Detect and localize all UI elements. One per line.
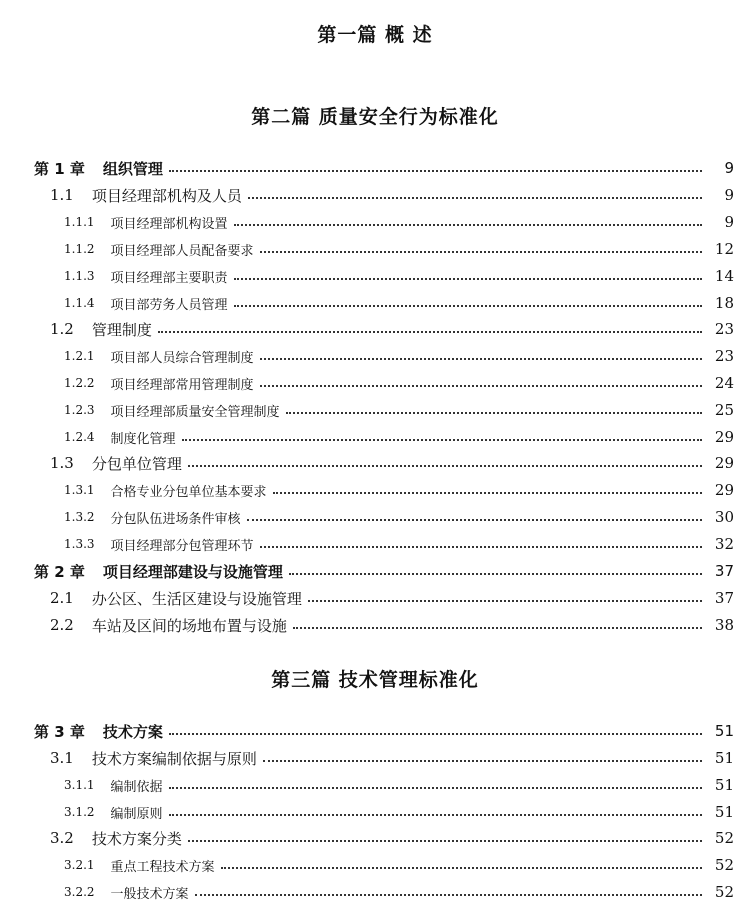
toc-entry[interactable] bbox=[0, 614, 750, 636]
toc-entry-title: 项目部人员综合管理制度 bbox=[110, 350, 254, 366]
toc-entry-page: 23 bbox=[714, 347, 734, 365]
toc-entry[interactable] bbox=[0, 720, 750, 742]
toc-entry-number: 第 1 章 bbox=[34, 159, 85, 178]
toc-entry-title: 组织管理 bbox=[102, 159, 163, 178]
dot-leader bbox=[182, 439, 702, 441]
dot-leader bbox=[234, 278, 702, 280]
toc-entry-title: 合格专业分包单位基本要求 bbox=[110, 484, 267, 500]
part-title-2: 第二篇 质量安全行为标准化 bbox=[251, 106, 499, 128]
toc-entry[interactable] bbox=[0, 345, 750, 367]
toc-entry-number: 1.3.2 bbox=[64, 510, 95, 524]
toc-entry-title: 重点工程技术方案 bbox=[110, 859, 215, 875]
toc-entry-title: 项目经理部建设与设施管理 bbox=[102, 562, 283, 581]
toc-entry-page: 37 bbox=[714, 562, 734, 580]
toc-entry-page: 9 bbox=[724, 159, 734, 177]
toc-entry-number: 1.2.4 bbox=[64, 430, 95, 444]
toc-entry-page: 25 bbox=[714, 401, 734, 419]
toc-entry-number: 1.2.2 bbox=[64, 376, 95, 390]
toc-entry-number: 1.3 bbox=[50, 454, 74, 472]
dot-leader bbox=[273, 492, 702, 494]
toc-entry-number: 2.2 bbox=[50, 616, 74, 634]
toc-entry-page: 9 bbox=[724, 186, 734, 204]
dot-leader bbox=[260, 385, 702, 387]
toc-entry-page: 29 bbox=[714, 428, 734, 446]
toc-entry[interactable] bbox=[0, 801, 750, 823]
toc-entry-page: 24 bbox=[714, 374, 734, 392]
toc-entry-page: 9 bbox=[724, 213, 734, 231]
dot-leader bbox=[195, 894, 702, 896]
toc-entry-title: 项目部劳务人员管理 bbox=[110, 297, 228, 313]
toc-entry-page: 23 bbox=[714, 320, 734, 338]
toc-entry-title: 管理制度 bbox=[91, 320, 152, 339]
toc-entry-number: 第 3 章 bbox=[34, 722, 85, 741]
toc-entry[interactable] bbox=[0, 827, 750, 849]
dot-leader bbox=[158, 331, 702, 333]
dot-leader bbox=[308, 600, 702, 602]
toc-entry-page: 52 bbox=[714, 829, 734, 847]
toc-entry[interactable] bbox=[0, 426, 750, 448]
toc-entry-title: 技术方案 bbox=[102, 722, 163, 741]
toc-entry-title: 项目经理部人员配备要求 bbox=[110, 243, 254, 259]
toc-entry[interactable] bbox=[0, 506, 750, 528]
toc-entry[interactable] bbox=[0, 292, 750, 314]
toc-entry[interactable] bbox=[0, 399, 750, 421]
toc-entry-number: 1.2.1 bbox=[64, 349, 95, 363]
toc-entry-number: 1.2 bbox=[50, 320, 74, 338]
toc-entry-page: 52 bbox=[714, 883, 734, 901]
toc-entry-number: 3.2.1 bbox=[64, 858, 95, 872]
toc-entry-page: 51 bbox=[714, 749, 734, 767]
toc-entry-number: 1.2.3 bbox=[64, 403, 95, 417]
toc-entry-title: 项目经理部机构设置 bbox=[110, 216, 228, 232]
toc-entry-title: 项目经理部常用管理制度 bbox=[110, 377, 254, 393]
toc-entry[interactable] bbox=[0, 479, 750, 501]
toc-entry[interactable] bbox=[0, 372, 750, 394]
toc-entry[interactable] bbox=[0, 560, 750, 582]
toc-entry-title: 车站及区间的场地布置与设施 bbox=[91, 616, 287, 635]
toc-entry-number: 2.1 bbox=[50, 589, 74, 607]
toc-entry[interactable] bbox=[0, 747, 750, 769]
dot-leader bbox=[247, 519, 702, 521]
toc-entry-number: 3.2.2 bbox=[64, 885, 95, 899]
toc-entry-page: 29 bbox=[714, 454, 734, 472]
toc-entry-number: 3.1.2 bbox=[64, 805, 95, 819]
toc-entry-page: 51 bbox=[714, 776, 734, 794]
toc-entry-page: 12 bbox=[714, 240, 734, 258]
toc-entry-title: 制度化管理 bbox=[110, 431, 176, 447]
toc-entry-number: 1.1 bbox=[50, 186, 74, 204]
toc-entry-title: 项目经理部机构及人员 bbox=[91, 186, 242, 205]
dot-leader bbox=[169, 170, 702, 172]
toc-entry[interactable] bbox=[0, 318, 750, 340]
dot-leader bbox=[169, 733, 702, 735]
toc-entry-title: 编制原则 bbox=[110, 806, 163, 822]
toc-entry-number: 1.1.1 bbox=[64, 215, 95, 229]
toc-entry-page: 51 bbox=[714, 803, 734, 821]
toc-entry-title: 项目经理部主要职责 bbox=[110, 270, 228, 286]
dot-leader bbox=[221, 867, 702, 869]
toc-entry[interactable] bbox=[0, 238, 750, 260]
toc-entry-number: 第 2 章 bbox=[34, 562, 85, 581]
toc-entry-number: 1.3.1 bbox=[64, 483, 95, 497]
toc-entry-page: 18 bbox=[714, 294, 734, 312]
toc-entry-number: 1.3.3 bbox=[64, 537, 95, 551]
toc-entry[interactable] bbox=[0, 881, 750, 903]
part-title-1: 第一篇 概 述 bbox=[317, 24, 433, 46]
part-title-3: 第三篇 技术管理标准化 bbox=[271, 669, 479, 691]
toc-entry[interactable] bbox=[0, 587, 750, 609]
toc-entry-title: 项目经理部分包管理环节 bbox=[110, 538, 254, 554]
dot-leader bbox=[260, 546, 702, 548]
dot-leader bbox=[188, 465, 702, 467]
toc-entry-page: 38 bbox=[714, 616, 734, 634]
toc-entry-number: 3.1 bbox=[50, 749, 74, 767]
toc-entry-number: 1.1.4 bbox=[64, 296, 95, 310]
dot-leader bbox=[260, 358, 702, 360]
toc-entry-title: 技术方案编制依据与原则 bbox=[91, 749, 257, 768]
toc-entry[interactable] bbox=[0, 265, 750, 287]
dot-leader bbox=[248, 197, 702, 199]
toc-entry[interactable] bbox=[0, 774, 750, 796]
toc-entry-number: 1.1.3 bbox=[64, 269, 95, 283]
toc-entry-page: 37 bbox=[714, 589, 734, 607]
dot-leader bbox=[260, 251, 702, 253]
toc-entry-title: 编制依据 bbox=[110, 779, 163, 795]
toc-entry-title: 分包单位管理 bbox=[91, 454, 182, 473]
toc-entry-title: 办公区、生活区建设与设施管理 bbox=[91, 589, 302, 608]
toc-entry-page: 14 bbox=[714, 267, 734, 285]
toc-entry[interactable] bbox=[0, 211, 750, 233]
toc-entry-title: 项目经理部质量安全管理制度 bbox=[110, 404, 280, 420]
toc-entry[interactable] bbox=[0, 157, 750, 179]
dot-leader bbox=[263, 760, 702, 762]
toc-entry-page: 51 bbox=[714, 722, 734, 740]
dot-leader bbox=[188, 840, 702, 842]
toc-entry-page: 52 bbox=[714, 856, 734, 874]
toc-entry[interactable] bbox=[0, 184, 750, 206]
dot-leader bbox=[234, 305, 702, 307]
toc-entry-page: 32 bbox=[714, 535, 734, 553]
toc-entry-page: 30 bbox=[714, 508, 734, 526]
toc-entry-title: 分包队伍进场条件审核 bbox=[110, 511, 241, 527]
dot-leader bbox=[169, 787, 702, 789]
dot-leader bbox=[289, 573, 702, 575]
toc-entry-number: 1.1.2 bbox=[64, 242, 95, 256]
toc-entry-number: 3.2 bbox=[50, 829, 74, 847]
toc-entry[interactable] bbox=[0, 854, 750, 876]
toc-entry-title: 技术方案分类 bbox=[91, 829, 182, 848]
toc-entry[interactable] bbox=[0, 533, 750, 555]
dot-leader bbox=[234, 224, 702, 226]
toc-entry-title: 一般技术方案 bbox=[110, 886, 189, 902]
toc-entry-page: 29 bbox=[714, 481, 734, 499]
toc-entry-number: 3.1.1 bbox=[64, 778, 95, 792]
dot-leader bbox=[293, 627, 702, 629]
dot-leader bbox=[286, 412, 702, 414]
dot-leader bbox=[169, 814, 702, 816]
toc-entry[interactable] bbox=[0, 452, 750, 474]
